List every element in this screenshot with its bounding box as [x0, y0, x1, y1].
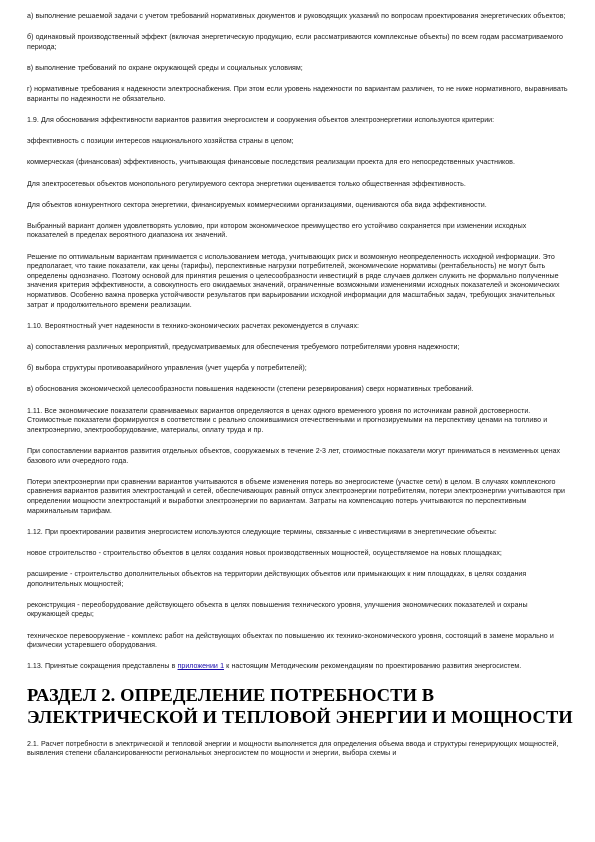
- paragraph-1-9: 1.9. Для обоснования эффективности вариантов развития энергосистем и сооружения объектов электроэнергетики используются критерии:: [27, 115, 495, 124]
- paragraph-grid-objects: Для электросетевых объектов монопольного регулируемого сектора энергетики оценивается только общественная эффективность.: [27, 179, 466, 188]
- paragraph-condition-a: а) выполнение решаемой задачи с учетом требований нормативных документов и руководящих указаний по вопросам проектирования энергетических объектов;: [27, 12, 566, 20]
- paragraph-2-1: 2.1. Расчет потребности в электрической и тепловой энергии и мощности выполняется для определения объема ввода и структуры генерирующих мощностей, выявления степени сбалансированности региональных энергосистем по мощности и энергии, выбора схемы и: [27, 739, 559, 758]
- appendix-1-link[interactable]: приложении 1: [177, 662, 225, 671]
- section-2-heading: [27, 684, 573, 728]
- paragraph-1-13-after: к настоящим Методическим рекомендациям по проектированию развития энергосистем.: [224, 662, 522, 671]
- paragraph-base-year-prices: При сопоставлении вариантов развития отдельных объектов, сооружаемых в течение 2-3 лет, стоимостные показатели могут приниматься в неизменных ценах базового или очередного года.: [27, 446, 561, 465]
- paragraph-selected-variant: Выбранный вариант должен удовлетворять условию, при котором экономическое преимущество его устойчиво сохраняется при изменении исходных показателей в пределах вероятного диапазона их значений.: [27, 221, 527, 240]
- paragraph-competitive-sector: Для объектов конкурентного сектора энергетики, финансируемых коммерческими организациями, оцениваются оба вида эффективности.: [27, 200, 487, 209]
- paragraph-case-b: б) выбора структуры противоаварийного управления (учет ущерба у потребителей);: [27, 364, 307, 373]
- paragraph-case-a: а) сопоставления различных мероприятий, предусматриваемых для обеспечения требуемого потребителями уровня надежности;: [27, 343, 460, 351]
- section-heading-line-2: ЭЛЕКТРИЧЕСКОЙ И ТЕПЛОВОЙ ЭНЕРГИИ И МОЩНОСТИ: [27, 706, 573, 727]
- paragraph-1-13-before: 1.13. Принятые сокращения представлены в: [27, 662, 178, 671]
- paragraph-1-12: 1.12. При проектировании развития энергосистем используются следующие термины, связанные с инвестициями в энергетические объекты:: [27, 527, 497, 536]
- paragraph-condition-b: б) одинаковый производственный эффект (включая энергетическую продукцию, если рассматриваются комплексные объекты) по всем годам рассматриваемого периода;: [27, 33, 563, 51]
- paragraph-1-11: 1.11. Все экономические показатели сравниваемых вариантов определяются в ценах одного временного уровня по источникам равной достоверности. Стоимостные показатели формируются в соответствии с реально сложившимися отечественными и прогнозируемыми на перспективу ценами на топливо и электроэнергию, электрооборудование, материалы, оплату труда и пр.: [27, 406, 548, 434]
- paragraph-term-reconstruction: реконструкция - переоборудование действующего объекта в целях повышения технического уровня, улучшения экономических показателей и охраны окружающей среды;: [27, 600, 528, 619]
- paragraph-term-expansion: расширение - строительство дополнительных объектов на территории действующих объектов или примыкающих к ним площадках, в целях создания дополнительных мощностей;: [27, 570, 527, 588]
- document-body: [27, 12, 573, 759]
- paragraph-1-13: [27, 662, 568, 672]
- paragraph-term-new-construction: новое строительство - строительство объектов в целях создания новых производственных мощностей, осуществляемое на новых площадках;: [27, 548, 502, 557]
- paragraph-1-10: 1.10. Вероятностный учет надежности в технико-экономических расчетах рекомендуется в случаях:: [27, 321, 359, 330]
- paragraph-optimal-variants: Решение по оптимальным вариантам принимается с использованием метода, учитывающих риск и возможную неопределенность исходной информации. Это предполагает, что такие показатели, как цены (тарифы), перспективные нагрузки потребителей, экономические нормативы (рентабельность) не могут быть определены однозначно. Поэтому основой для принятия решения о целесообразности инвестиций в ряде случаев должен служить не формально полученные значения критерия эффективности, а совокупность его ожидаемых значений, ограниченные возможными изменениями исходных показателей и экономических нормативов. Особенно важна проверка устойчивости результатов при варьировании исходной информации для масштабных задач, требующих значительных затрат и продолжительного времени реализации.: [27, 252, 560, 309]
- section-heading-line-1: РАЗДЕЛ 2. ОПРЕДЕЛЕНИЕ ПОТРЕБНОСТИ В: [27, 684, 435, 705]
- paragraph-condition-c: в) выполнение требований по охране окружающей среды и социальных условиям;: [27, 63, 303, 72]
- paragraph-commercial-efficiency: коммерческая (финансовая) эффективность, учитывающая финансовые последствия реализации проекта для его непосредственных участников.: [27, 158, 515, 167]
- paragraph-condition-d: г) нормативные требования к надежности электроснабжения. При этом если уровень надежности по вариантам различен, то не ниже нормативного, выравнивать варианты по надежности не обязательно.: [27, 85, 568, 103]
- paragraph-term-retrofitting: техническое перевооружение - комплекс работ на действующих объектах по повышению их технико-экономического уровня, состоящий в замене морально и физически устаревшего оборудования.: [27, 631, 554, 650]
- paragraph-energy-losses: Потери электроэнергии при сравнении вариантов учитываются в объеме изменения потерь во энергосистеме (участке сети) в целом. В случаях комплексного сравнения вариантов развития электростанций и сетей, обеспечивающих равный отпуск электроэнергии потребителям, потери электроэнергии учитываются при определении мощности электростанций и выработки электроэнергии по вариантам. Затраты на компенсацию потерь учитываются по перспективным маржинальным тарифам.: [27, 477, 565, 515]
- paragraph-case-c: в) обоснования экономической целесообразности повышения надежности (степени резервирования) сверх нормативных требований.: [27, 385, 474, 394]
- paragraph-national-efficiency: эффективность с позиции интересов национального хозяйства страны в целом;: [27, 137, 294, 146]
